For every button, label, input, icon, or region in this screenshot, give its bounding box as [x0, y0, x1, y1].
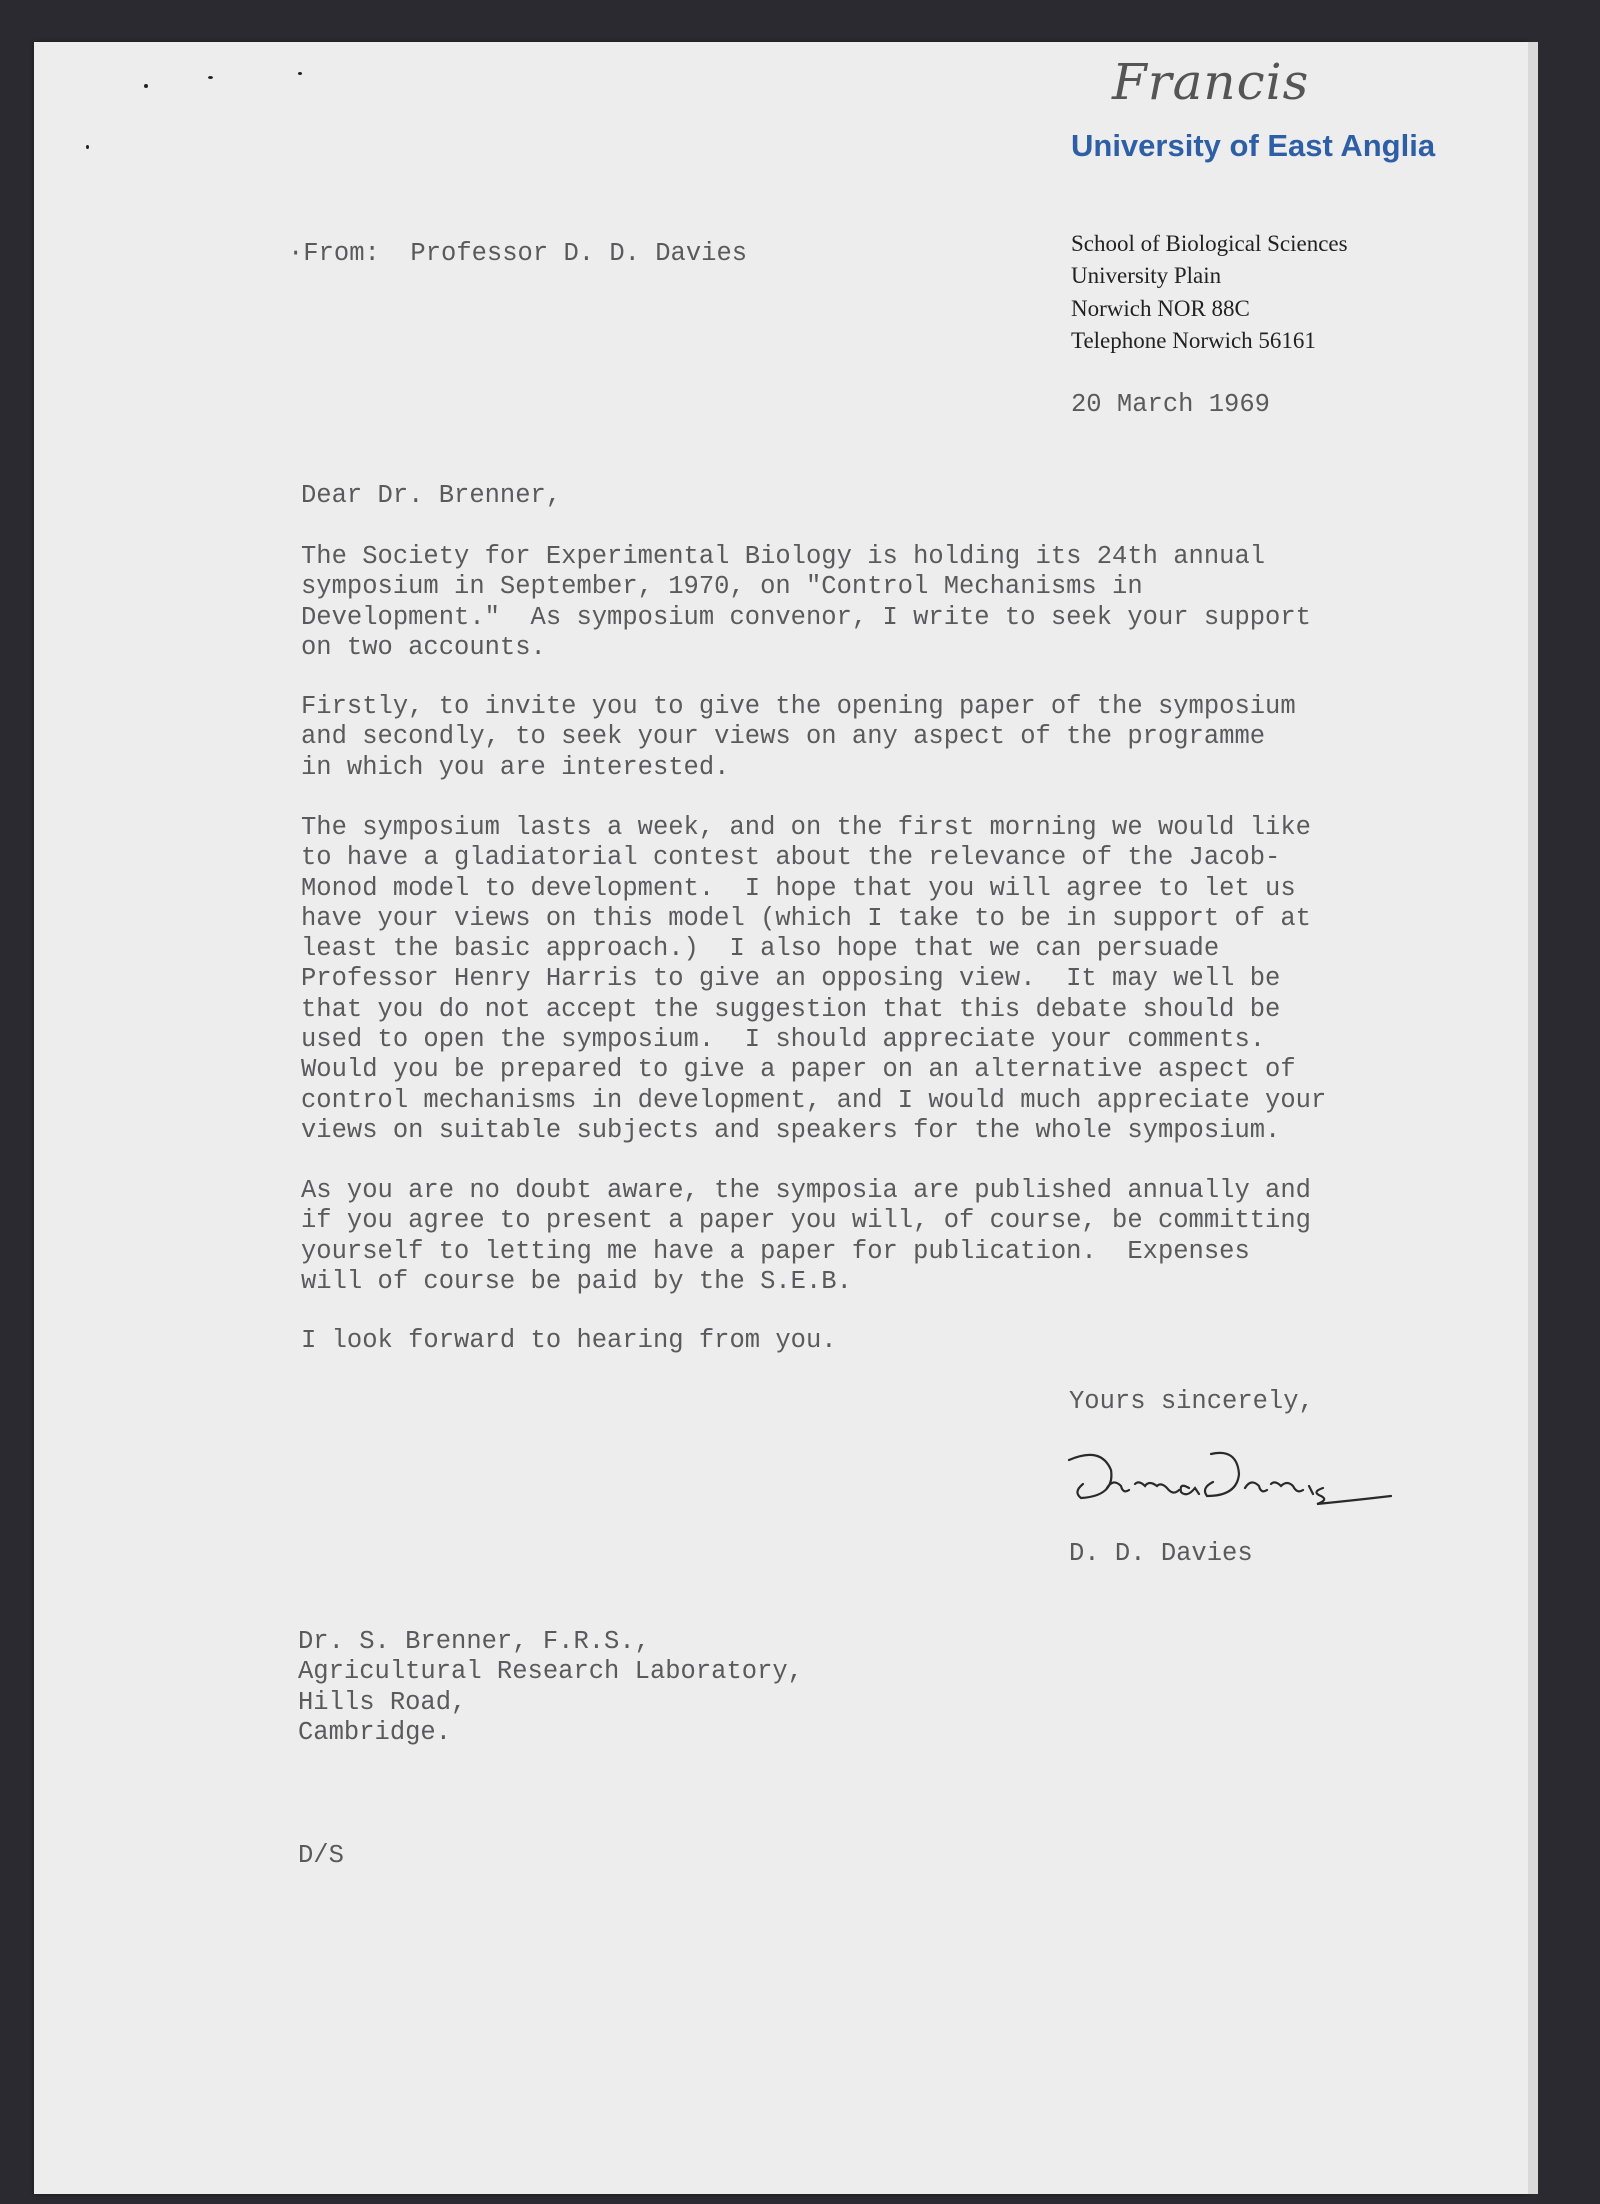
text-line: control mechanisms in development, and I would much appreciate your [301, 1085, 1327, 1115]
recipient-line: Dr. S. Brenner, F.R.S., [298, 1627, 650, 1656]
paragraph-4 [301, 1176, 1311, 1297]
letter-date: 20 March 1969 [1071, 390, 1270, 419]
from-line: ·From: Professor D. D. Davies [288, 239, 748, 268]
text-line: used to open the symposium. I should appreciate your comments. [301, 1025, 1266, 1055]
text-line: have your views on this model (which I take to be in support of at [301, 903, 1311, 933]
text-line: Firstly, to invite you to give the opening paper of the symposium [301, 692, 1296, 721]
text-line: As you are no doubt aware, the symposia are published annually and [301, 1176, 1311, 1205]
handwritten-annotation: Francis [1112, 53, 1310, 111]
speck [298, 72, 302, 75]
text-line: on two accounts. [301, 632, 546, 662]
text-line: yourself to letting me have a paper for publication. Expenses [301, 1236, 1250, 1266]
text-line: Would you be prepared to give a paper on an alternative aspect of [301, 1055, 1296, 1085]
salutation: Dear Dr. Brenner, [301, 481, 562, 510]
paragraph-2 [301, 692, 1296, 783]
page-edge [1528, 42, 1538, 2194]
speck [144, 84, 148, 88]
paragraph-3 [301, 813, 1326, 1146]
text-line: Development." As symposium convenor, I write to seek your support [301, 602, 1311, 632]
closing-sentence: I look forward to hearing from you. [301, 1326, 837, 1355]
valediction: Yours sincerely, [1069, 1387, 1314, 1416]
text-line: if you agree to present a paper you will, of course, be committing [301, 1206, 1311, 1236]
text-line: symposium in September, 1970, on "Control Mechanisms in [301, 572, 1143, 602]
text-line: will of course be paid by the S.E.B. [301, 1266, 852, 1296]
address-line: Telephone Norwich 56161 [1071, 327, 1316, 353]
text-line: and secondly, to seek your views on any aspect of the programme [301, 722, 1266, 752]
text-line: in which you are interested. [301, 752, 730, 782]
text-line: The symposium lasts a week, and on the first morning we would like [301, 813, 1311, 842]
address-line: School of Biological Sciences [1071, 231, 1348, 256]
recipient-line: Cambridge. [298, 1717, 452, 1747]
address-line: University Plain [1071, 263, 1222, 289]
university-logo: University of East Anglia [1071, 128, 1436, 163]
text-line: to have a gladiatorial contest about the relevance of the Jacob- [301, 843, 1281, 873]
text-line: The Society for Experimental Biology is holding its 24th annual [301, 542, 1266, 571]
text-line: views on suitable subjects and speakers for the whole symposium. [301, 1115, 1281, 1145]
handwritten-signature [1061, 1440, 1441, 1520]
reference-initials: D/S [298, 1841, 344, 1870]
recipient-address [298, 1627, 803, 1748]
signatory-name: D. D. Davies [1069, 1539, 1253, 1568]
paragraph-1 [301, 542, 1311, 663]
recipient-line: Hills Road, [298, 1687, 467, 1717]
text-line: least the basic approach.) I also hope that we can persuade [301, 934, 1220, 964]
address-line: Norwich NOR 88C [1071, 295, 1250, 321]
text-line: Professor Henry Harris to give an opposing view. It may well be [301, 964, 1281, 994]
speck [208, 76, 213, 79]
text-line: Monod model to development. I hope that you will agree to let us [301, 873, 1296, 903]
letterhead-address [1071, 228, 1348, 357]
speck [86, 145, 89, 149]
text-line: that you do not accept the suggestion that this debate should be [301, 994, 1281, 1024]
recipient-line: Agricultural Research Laboratory, [298, 1657, 803, 1687]
